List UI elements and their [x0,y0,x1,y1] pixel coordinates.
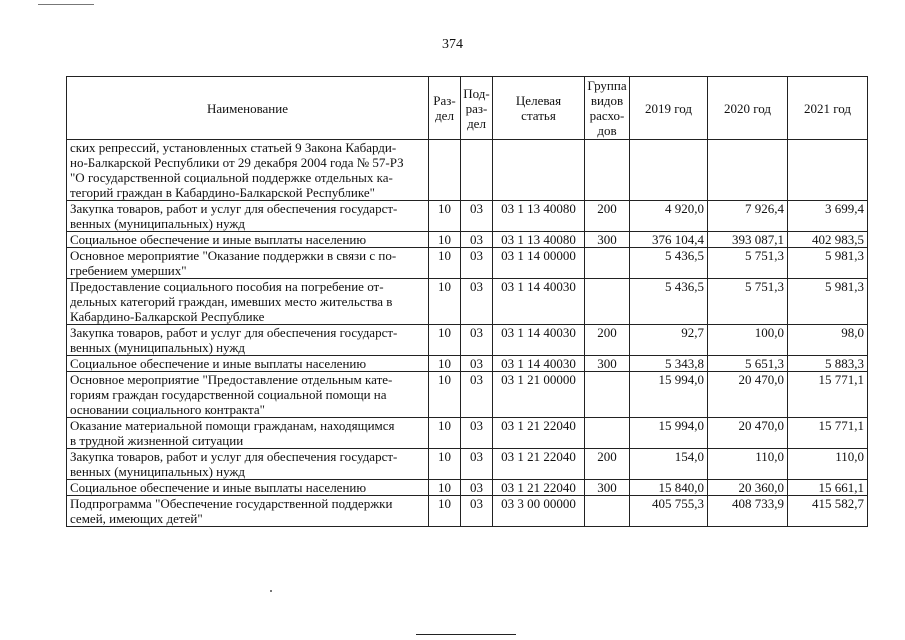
cell-section: 10 [429,418,461,449]
cell-2021: 15 661,1 [788,480,868,496]
cell-section: 10 [429,356,461,372]
table-row [67,480,868,496]
cell-target: 03 1 14 40030 [493,279,585,325]
cell-subsection [461,140,493,201]
table-row [67,496,868,527]
header-2019: 2019 год [630,77,708,140]
cell-2020: 5 751,3 [708,248,788,279]
header-expense-group: Группа видов расхо- дов [585,77,630,140]
table-row [67,279,868,325]
cell-2019: 15 840,0 [630,480,708,496]
cell-2021: 402 983,5 [788,232,868,248]
cell-2021: 98,0 [788,325,868,356]
cell-subsection: 03 [461,449,493,480]
cell-expense-group: 200 [585,201,630,232]
header-2021: 2021 год [788,77,868,140]
cell-name: Социальное обеспечение и иные выплаты населению [67,356,429,372]
cell-expense-group [585,248,630,279]
cell-expense-group: 300 [585,232,630,248]
cell-expense-group [585,279,630,325]
cell-2019: 5 343,8 [630,356,708,372]
cell-subsection: 03 [461,248,493,279]
cell-2019: 5 436,5 [630,248,708,279]
cell-target: 03 1 21 00000 [493,372,585,418]
cell-expense-group: 300 [585,480,630,496]
cell-section: 10 [429,248,461,279]
cell-2020: 110,0 [708,449,788,480]
cell-name: Основное мероприятие "Предоставление отдельным кате- гориям граждан государственной социальной помощи на основании социального контракта" [67,372,429,418]
cell-name: ских репрессий, установленных статьей 9 Закона Кабарди- но-Балкарской Республики от 29 декабря 2004 года № 57-РЗ "О государственной социальной поддержке отдельных ка- тегорий граждан в Кабардино-Балкарской Республике" [67,140,429,201]
cell-subsection: 03 [461,496,493,527]
cell-target: 03 1 21 22040 [493,449,585,480]
cell-name: Закупка товаров, работ и услуг для обеспечения государст- венных (муниципальных) нужд [67,201,429,232]
cell-2020: 20 360,0 [708,480,788,496]
table-row [67,248,868,279]
cell-2020: 7 926,4 [708,201,788,232]
cell-2019: 5 436,5 [630,279,708,325]
scan-artifact [270,590,272,592]
page-number: 374 [442,37,463,52]
cell-subsection: 03 [461,232,493,248]
cell-name: Закупка товаров, работ и услуг для обеспечения государст- венных (муниципальных) нужд [67,449,429,480]
header-section: Раз- дел [429,77,461,140]
cell-expense-group: 200 [585,325,630,356]
top-scan-line [38,4,94,5]
cell-2020: 100,0 [708,325,788,356]
cell-section: 10 [429,496,461,527]
table-row [67,201,868,232]
cell-subsection: 03 [461,279,493,325]
cell-target [493,140,585,201]
cell-2019: 15 994,0 [630,418,708,449]
cell-2020: 20 470,0 [708,372,788,418]
cell-expense-group [585,418,630,449]
cell-target: 03 1 14 00000 [493,248,585,279]
cell-2020: 408 733,9 [708,496,788,527]
cell-2021: 5 981,3 [788,279,868,325]
cell-section [429,140,461,201]
cell-section: 10 [429,480,461,496]
table-row [67,449,868,480]
cell-subsection: 03 [461,325,493,356]
cell-name: Предоставление социального пособия на погребение от- дельных категорий граждан, имевших место жительства в Кабардино-Балкарской Республике [67,279,429,325]
cell-2019: 405 755,3 [630,496,708,527]
cell-2021: 415 582,7 [788,496,868,527]
cell-target: 03 1 21 22040 [493,480,585,496]
cell-name: Подпрограмма "Обеспечение государственной поддержки семей, имеющих детей" [67,496,429,527]
cell-target: 03 1 13 40080 [493,232,585,248]
cell-section: 10 [429,201,461,232]
cell-expense-group: 200 [585,449,630,480]
cell-section: 10 [429,325,461,356]
cell-subsection: 03 [461,201,493,232]
cell-2020: 5 751,3 [708,279,788,325]
cell-2020: 393 087,1 [708,232,788,248]
cell-section: 10 [429,279,461,325]
cell-expense-group [585,140,630,201]
table-row [67,418,868,449]
cell-name: Закупка товаров, работ и услуг для обеспечения государст- венных (муниципальных) нужд [67,325,429,356]
header-2020: 2020 год [708,77,788,140]
cell-2019: 4 920,0 [630,201,708,232]
cell-2020 [708,140,788,201]
cell-2021: 110,0 [788,449,868,480]
cell-2019: 92,7 [630,325,708,356]
cell-section: 10 [429,449,461,480]
cell-expense-group: 300 [585,356,630,372]
cell-target: 03 1 14 40030 [493,356,585,372]
cell-2019 [630,140,708,201]
cell-expense-group [585,496,630,527]
cell-subsection: 03 [461,356,493,372]
header-subsection: Под- раз- дел [461,77,493,140]
cell-target: 03 1 13 40080 [493,201,585,232]
cell-section: 10 [429,232,461,248]
cell-2020: 5 651,3 [708,356,788,372]
cell-2021: 15 771,1 [788,372,868,418]
cell-2021: 3 699,4 [788,201,868,232]
cell-subsection: 03 [461,418,493,449]
header-row [67,77,868,140]
budget-table [66,76,868,527]
cell-2021 [788,140,868,201]
cell-target: 03 3 00 00000 [493,496,585,527]
header-target: Целевая статья [493,77,585,140]
cell-target: 03 1 21 22040 [493,418,585,449]
table-row [67,356,868,372]
table-row [67,140,868,201]
cell-2021: 5 981,3 [788,248,868,279]
cell-section: 10 [429,372,461,418]
table-row [67,232,868,248]
cell-name: Социальное обеспечение и иные выплаты населению [67,480,429,496]
header-name: Наименование [67,77,429,140]
table-row [67,372,868,418]
bottom-scan-line [416,634,516,635]
cell-2021: 5 883,3 [788,356,868,372]
cell-2020: 20 470,0 [708,418,788,449]
cell-name: Оказание материальной помощи гражданам, находящимся в трудной жизненной ситуации [67,418,429,449]
cell-2019: 376 104,4 [630,232,708,248]
cell-2019: 15 994,0 [630,372,708,418]
cell-subsection: 03 [461,372,493,418]
cell-target: 03 1 14 40030 [493,325,585,356]
cell-name: Основное мероприятие "Оказание поддержки в связи с по- гребением умерших" [67,248,429,279]
cell-expense-group [585,372,630,418]
table-body [67,140,868,527]
cell-2019: 154,0 [630,449,708,480]
table-row [67,325,868,356]
cell-2021: 15 771,1 [788,418,868,449]
cell-name: Социальное обеспечение и иные выплаты населению [67,232,429,248]
cell-subsection: 03 [461,480,493,496]
